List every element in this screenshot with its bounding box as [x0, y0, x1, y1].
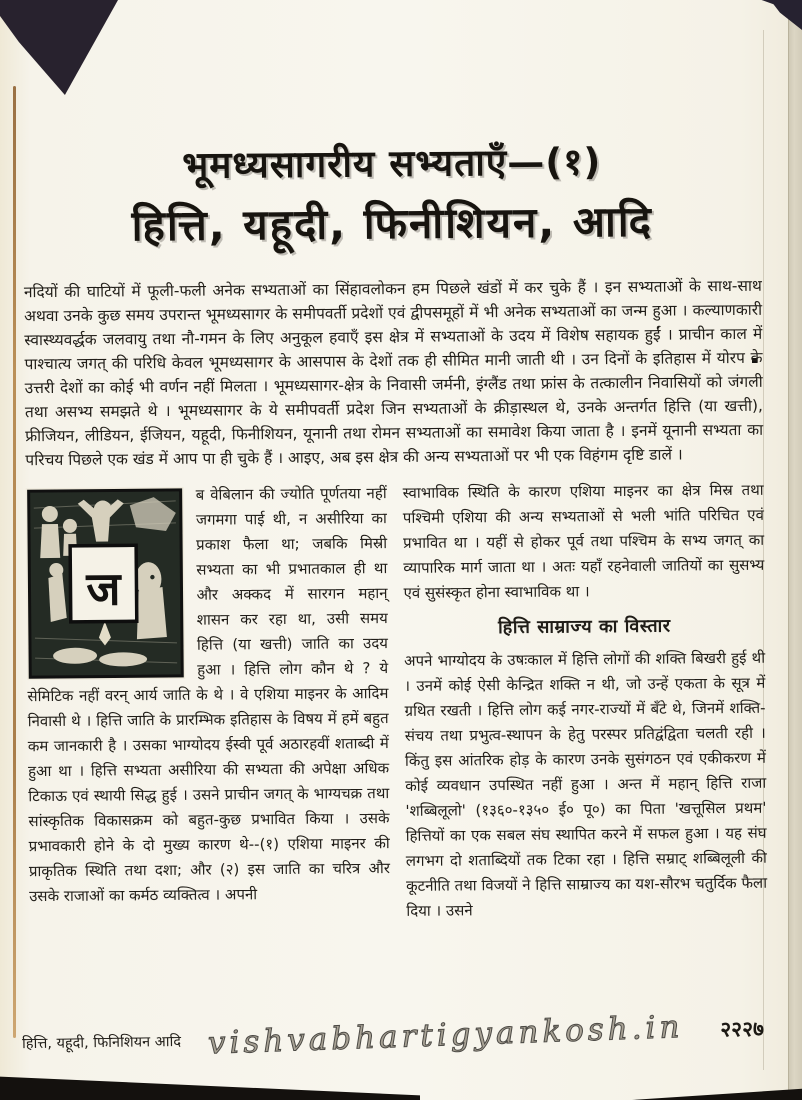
chapter-woodcut-illustration: [26, 487, 186, 680]
dropcap-letter: ज: [86, 561, 121, 616]
book-cover-corner-top-left: [0, 0, 118, 100]
footer: [21, 1008, 765, 1062]
section-heading: हित्ति साम्राज्य का विस्तार: [497, 615, 671, 639]
book-shadow-bottom-right: [632, 1084, 802, 1100]
intro-paragraph: नदियों की घाटियों में फूली-फली अनेक सभ्यताओं का सिंहावलोकन हम पिछले खंडों में कर चुके हैं । इन सभ्यताओं के साथ-साथ अथवा उनके कुछ समय उपरान्त भूमध्यसागर के समीपवर्ती प्रदेशों एवं द्वीपसमूहों में भी अनेक सभ्यताओं का जन्म हुआ । कल्याणकारी स्वास्थ्यवर्द्धक जलवायु तथा नौ-गमन के लिए अनुकूल हवाएँ इस क्षेत्र में सभ्यताओं के उदय में विशेष सहायक हुईं । प्राचीन काल में पाश्चात्य जगत् की परिधि केवल भूमध्यसागर के आसपास के देशों तक ही सीमित मानी जाती थी । उन दिनों के इतिहास में योरप के उत्तरी देशों का कोई भी वर्णन नहीं मिलता । भूमध्यसागर-क्षेत्र के निवासी जर्मनी, इंग्लैंड तथा फ्रांस के तत्कालीन निवासियों को जंगली तथा असभ्य समझते थे । भूमध्यसागर के ये समीपवर्ती प्रदेश जिन सभ्यताओं के क्रीड़ास्थल थे, उनके अन्तर्गत हित्ति (या खत्ती), फ्रीजियन, लीडियन, ईजियन, यहूदी, फिनीशियन, यूनानी तथा रोमन सभ्यताओं का समावेश किया जाता है । इनमें यूनानी सभ्यता का परिचय पिछले एक खंड में आप पा ही चुके हैं । आइए, अब इस क्षेत्र की अन्य सभ्यताओं पर भी एक विहंगम दृष्टि डालें ।: [23, 276, 764, 470]
two-column-section: [26, 478, 768, 927]
watermark-text: vishvabhartigyankosh.in: [207, 1008, 684, 1062]
left-column: [26, 481, 391, 927]
page-edge-strip: [788, 0, 802, 1100]
footer-running-title: हित्ति, यहूदी, फिनिशियन आदि: [21, 1033, 182, 1053]
book-shadow-bottom-left: [0, 1074, 420, 1100]
page-crease-line: [13, 86, 16, 1038]
page-number: २२२७: [720, 1016, 765, 1042]
page-title: [23, 135, 762, 256]
right-column-paragraph-1: स्वाभाविक स्थिति के कारण एशिया माइनर का क्षेत्र मिस्र तथा पश्चिमी एशिया की अन्य सभ्यताओं से भली भांति परिचित एवं प्रभावित था । यहीं से होकर पूर्व तथा पश्चिम के सभ्य जगत् का व्यापारिक मार्ग जाता था । अतः यहाँ रहनेवाली जातियों का सुसभ्य एवं सुसंस्कृत होना स्वाभाविक था ।: [402, 480, 765, 602]
page-title-line1: भूमध्यसागरीय सभ्यताएँ—(१): [182, 140, 602, 187]
page-content: [23, 135, 768, 927]
right-column: [403, 478, 768, 924]
page-title-line2: हित्ति, यहूदी, फिनीशियन, आदि: [131, 196, 654, 251]
right-column-paragraph-2: अपने भाग्योदय के उषःकाल में हित्ति लोगों की शक्ति बिखरी हुई थी । उनमें कोई ऐसी केन्द्रित शक्ति न थी, जो उन्हें एकता के सूत्र में ग्रथित रखती । हित्ति लोग कई नगर-राज्यों में बँटे थे, जिनमें शक्ति-संचय तथा प्रभुत्व-स्थापन के हेतु परस्पर प्रतिद्वंद्विता चलती रही । किंतु इस आंतरिक होड़ के कारण उनके सुसंगठन एवं एकीकरण में कोई व्यवधान उपस्थित नहीं हुआ । अन्त में महान् हित्ति राजा 'शब्बिलूलो' (१३६०-१३५० ई० पू०) का पिता 'खत्तूसिल प्रथम' हित्तियों का एक सबल संघ स्थापित करने में सफल हुआ । यह संघ लगभग दो शताब्दियों तक टिका रहा । हित्ति सम्राट् शब्बिलूली की कूटनीति तथा विजयों ने हित्ति साम्राज्य का यश-सौरभ चतुर्दिक फैला दिया । उसने: [404, 648, 768, 920]
left-column-text: ब वेबिलान की ज्योति पूर्णतया नहीं जगमगा पाई थी, न असीरिया का प्रकाश फैला था; जबकि मिस्री सभ्यता का भी प्रभातकाल ही था और अक्कद में सारगन महान् शासन कर रहा था, उसी समय हित्ति (या खत्ती) जाति का उदय हुआ । हित्ति लोग कौन थे ? ये सेमिटिक नहीं वरन् आर्य जाति के थे । वे एशिया माइनर के आदिम निवासी थे । हित्ति जाति के प्रारम्भिक इतिहास के विषय में हमें बहुत कम जानकारी है । उसका भाग्योदय ईस्वी पूर्व अठारहवीं शताब्दी में हुआ था । हित्ति सभ्यता असीरिया की सभ्यता की अपेक्षा अधिक टिकाऊ एवं स्थायी सिद्ध हुई । उसने प्राचीन जगत् के भाग्यचक्र तथा सांस्कृतिक विकासक्रम को बहुत-कुछ प्रभावित किया । उसके प्रभावकारी होने के दो मुख्य कारण थे--(१) एशिया माइनर की प्राकृतिक स्थिति तथा दशा; और (२) इस जाति का चरित्र और उसके राजाओं का कर्मठ व्यक्तित्व । अपनी: [27, 484, 391, 906]
